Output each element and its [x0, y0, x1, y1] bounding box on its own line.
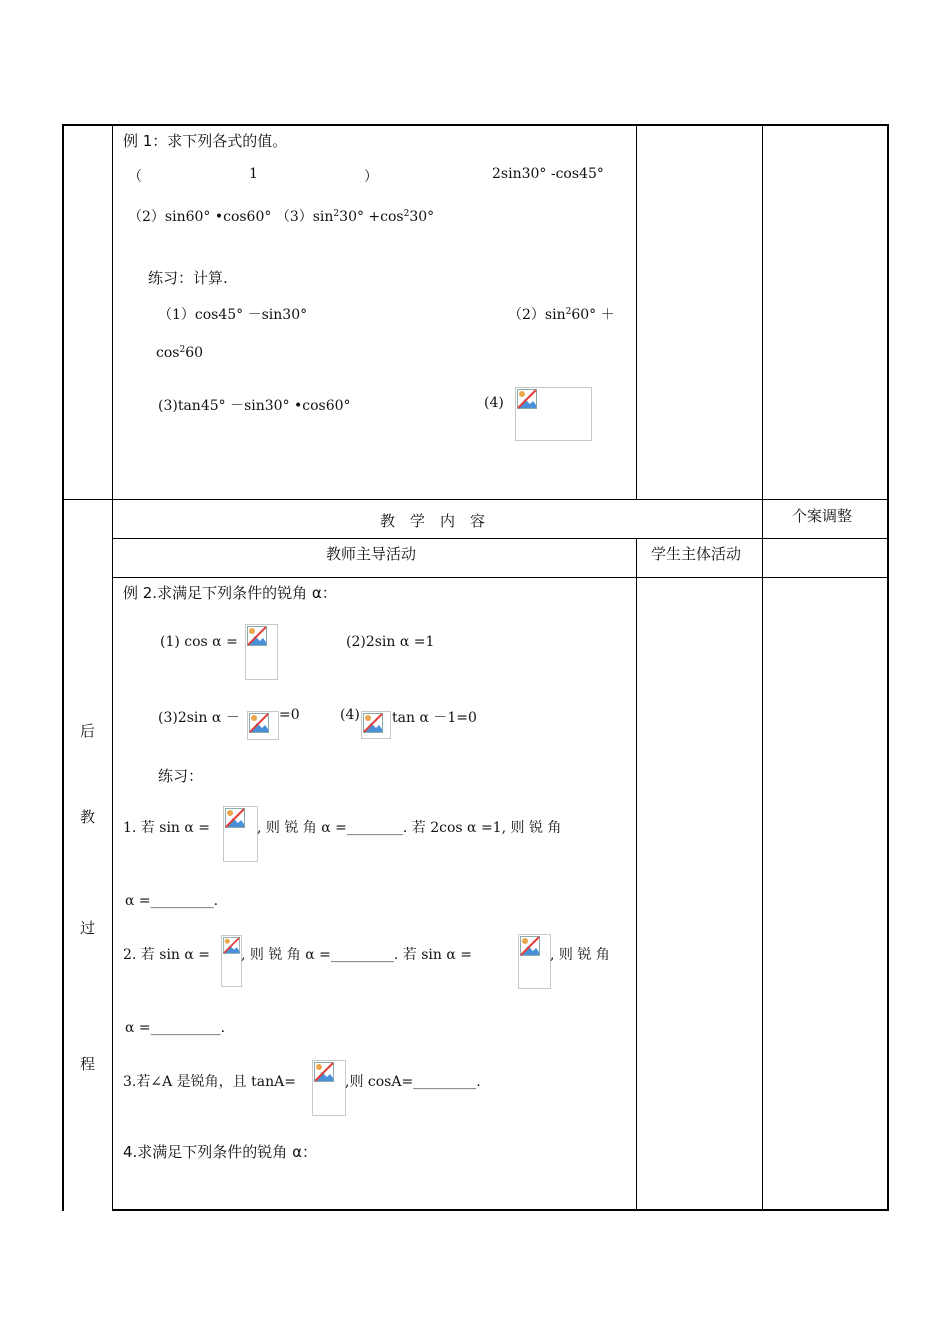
e1-paren-open: （ [128, 169, 142, 185]
item-4: 4.求满足下列条件的锐角 α： [123, 1143, 317, 1161]
p2-prefix: （2）sin [508, 307, 566, 323]
item-3-part-a: 3.若∠A 是锐角，且 tanA= [123, 1074, 296, 1090]
row-divider-2 [112, 538, 889, 539]
example2-title: 例 2.求满足下列条件的锐角 α： [123, 584, 337, 602]
e1-line2-exp1: 2 [333, 209, 340, 219]
table-top-border [62, 124, 889, 126]
case-column-divider [762, 124, 763, 1211]
formula-image-q4 [361, 711, 391, 739]
question-1: (1) cos α = [160, 634, 238, 650]
item-2-part-d: α =__________. [125, 1020, 226, 1036]
student-column-divider-bottom [636, 538, 637, 1211]
table-bottom-border [112, 1209, 889, 1211]
formula-image-item2a [221, 935, 242, 987]
e1-number-1: 1 [249, 166, 258, 182]
practice-item-2-cont [156, 345, 203, 361]
broken-image-icon [515, 387, 592, 441]
side-label-1: 后 [80, 722, 96, 740]
formula-image-item1 [223, 806, 258, 862]
side-label-4: 程 [80, 1055, 96, 1073]
table-left-border [62, 124, 64, 1211]
teaching-content-header: 教 学 内 容 [380, 512, 486, 530]
e1-line2-mid: 30° +cos [339, 209, 404, 225]
student-column-divider-top [636, 124, 637, 500]
teacher-column-header: 教师主导活动 [326, 545, 417, 563]
practice-label: 练习： [158, 767, 204, 785]
e1-line2-text: （2）sin60° •cos60° （3）sin [128, 209, 334, 225]
item-1-part-c: α =_________. [125, 893, 219, 909]
item-1-part-a: 1. 若 sin α = [123, 820, 211, 836]
question-3-part-b: =0 [279, 707, 300, 723]
side-label-3: 过 [80, 919, 96, 937]
e1-expression-1: 2sin30° -cos45° [492, 166, 604, 182]
p2-suffix: 60° ＋ [571, 307, 615, 323]
formula-image-q1 [245, 624, 278, 680]
practice-item-1: （1）cos45° －sin30° [158, 307, 308, 323]
practice-item-3: (3)tan45° －sin30° •cos60° [158, 398, 351, 414]
p2-cont: cos [156, 345, 180, 361]
p2-cont-end: 60 [185, 345, 204, 361]
question-4-part-b: tan α －1=0 [392, 710, 477, 726]
student-column-header: 学生主体活动 [651, 545, 742, 563]
question-4-part-a: (4) [340, 707, 360, 723]
question-2: (2)2sin α =1 [346, 634, 435, 650]
e1-line2-exp2: 2 [403, 209, 410, 219]
p2-cont-exp: 2 [179, 345, 186, 355]
table-right-border [887, 124, 889, 1211]
practice-item-2 [508, 304, 615, 324]
item-1-part-b: , 则 锐 角 α =________. 若 2cos α =1, 则 锐 角 [257, 820, 562, 836]
formula-image-item3 [312, 1060, 346, 1116]
example1-title: 例 1：求下列各式的值。 [123, 132, 288, 150]
item-3-part-b: ,则 cosA=_________. [345, 1074, 481, 1090]
e1-line2-end: 30° [409, 209, 435, 225]
e1-line-2 [128, 206, 434, 226]
e1-paren-close: ） [364, 169, 378, 185]
p2-exp: 2 [565, 307, 572, 317]
practice-title: 练习：计算. [148, 269, 228, 287]
side-label-2: 教 [80, 808, 96, 826]
case-adjust-header: 个案调整 [792, 507, 853, 525]
row-divider-3 [112, 577, 889, 578]
item-2-part-a: 2. 若 sin α = [123, 947, 211, 963]
item-2-part-c: , 则 锐 角 [550, 947, 610, 963]
practice-item-4: (4) [484, 395, 504, 411]
formula-image-item2b [518, 934, 551, 989]
side-column-divider [112, 124, 113, 1211]
question-3-part-a: (3)2sin α － [158, 710, 240, 726]
formula-image-q3 [247, 711, 279, 740]
row-divider-1 [62, 499, 889, 500]
item-2-part-b: , 则 锐 角 α =_________. 若 sin α = [241, 947, 472, 963]
